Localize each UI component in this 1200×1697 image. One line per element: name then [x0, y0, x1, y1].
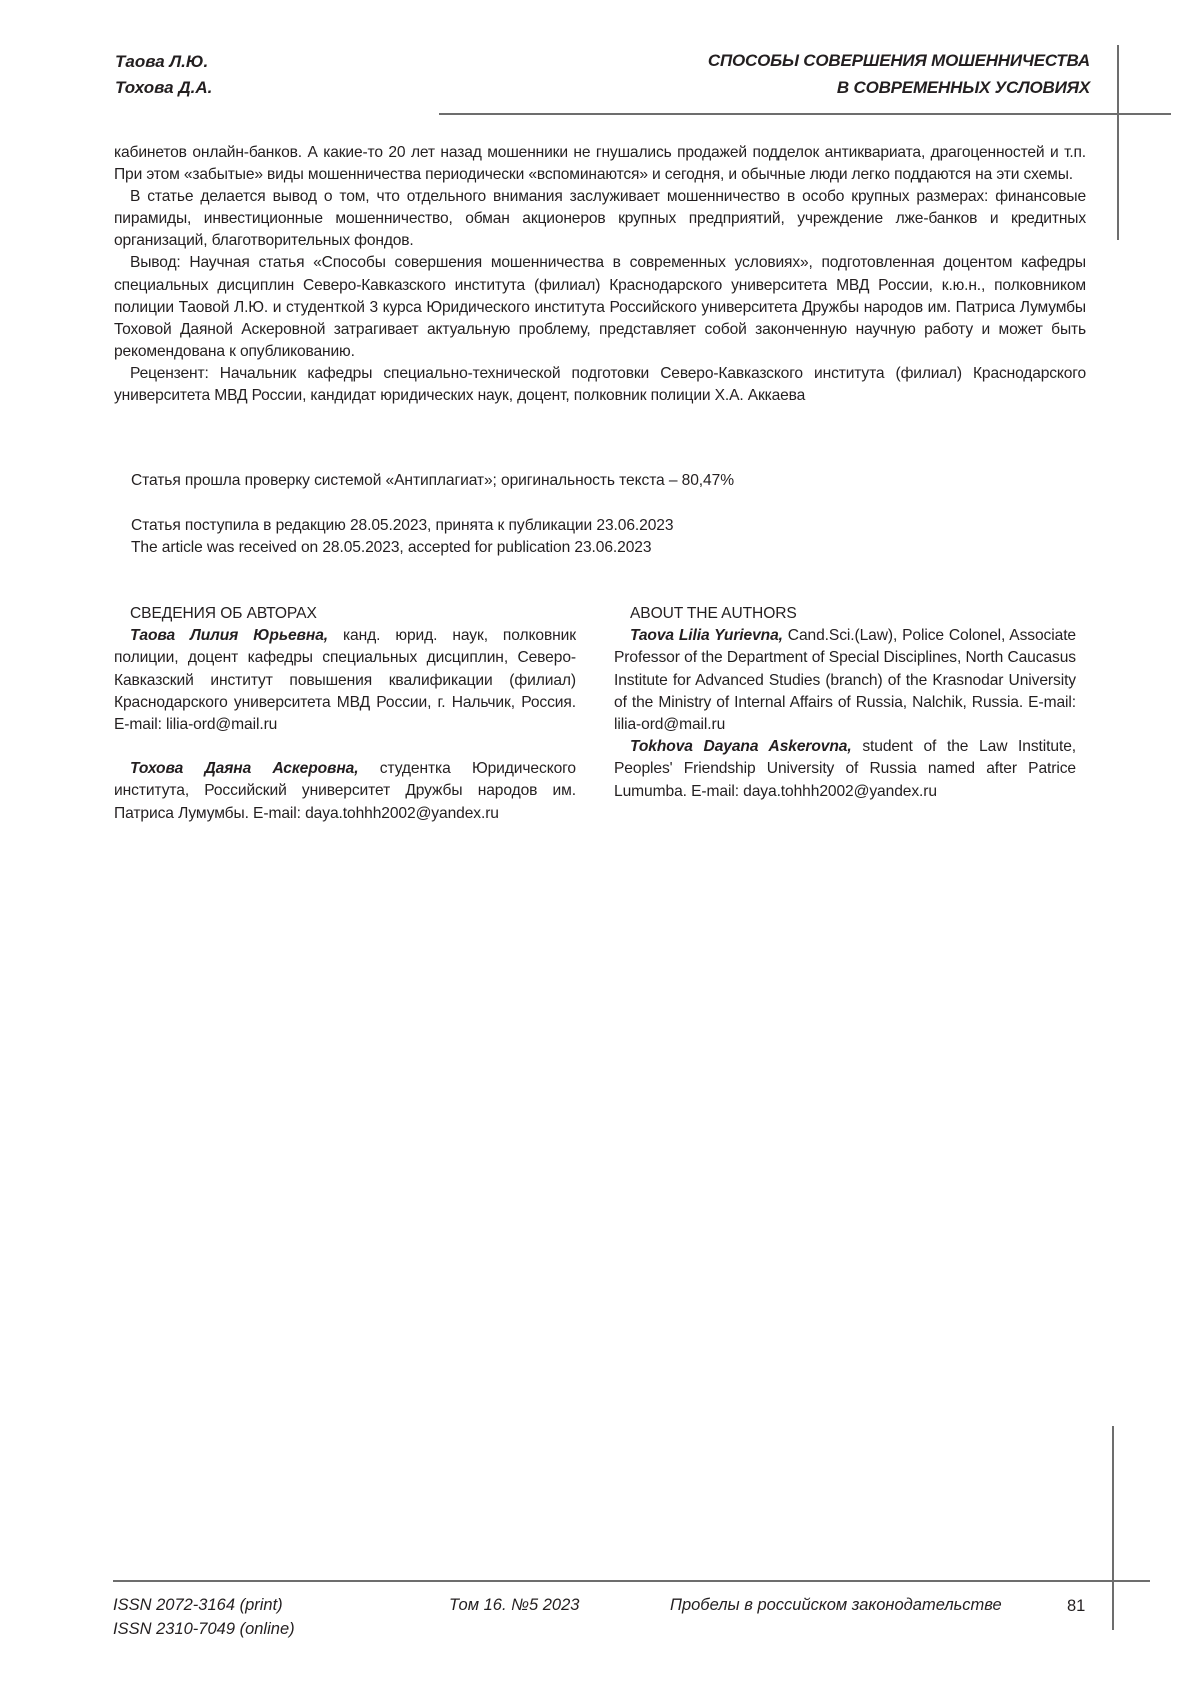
header-title-line: В СОВРЕМЕННЫХ УСЛОВИЯХ	[836, 78, 1090, 97]
header-author: Тохова Д.А.	[115, 78, 213, 97]
antiplagiat-note: Статья прошла проверку системой «Антиплагиат»; оригинальность текста – 80,47%	[131, 472, 734, 489]
author-name: Тохова Даяна Аскеровна,	[130, 760, 359, 778]
author-name: Tokhova Dayana Askerovna,	[630, 738, 852, 756]
issn-block	[113, 1593, 295, 1641]
article-body	[114, 142, 1086, 407]
conclusion-paragraph: Вывод: Научная статья «Способы совершения мошенничества в современных условиях», подготовленная доцентом кафедры специальных дисциплин Северо-Кавказского института (филиал) Краснодарского университета МВД России, к.ю.н., полковником полиции Таовой Л.Ю. и студенткой 3 курса Юридического института Российского университета Дружбы народов им. Патриса Лумумбы Тоховой Даяной Аскеровной затрагивает актуальную проблему, представляет собой законченную научную работу и может быть рекомендована к опубликованию.	[114, 254, 1086, 360]
journal-title: Пробелы в российском законодательстве	[670, 1596, 1002, 1614]
issn-online: ISSN 2310-7049 (online)	[113, 1620, 295, 1638]
authors-en-section	[614, 603, 1076, 803]
header-author: Таова Л.Ю.	[115, 52, 209, 71]
page-number: 81	[1067, 1597, 1086, 1615]
body-paragraph: В статье делается вывод о том, что отдельного внимания заслуживает мошенничество в особо крупных размерах: финансовые пирамиды, инвестиционные мошенничество, обман акционеров крупных предприятий, учреждение лже-банков и кредитных организаций, благотворительных фондов.	[114, 188, 1086, 250]
author-name: Таова Лилия Юрьевна,	[130, 627, 328, 645]
running-header-authors	[115, 49, 212, 101]
issn-print: ISSN 2072-3164 (print)	[113, 1596, 283, 1614]
footer-crop-mark	[1112, 1426, 1114, 1630]
header-title-line: СПОСОБЫ СОВЕРШЕНИЯ МОШЕННИЧЕСТВА	[707, 51, 1090, 70]
body-paragraph: кабинетов онлайн-банков. А какие-то 20 лет назад мошенники не гнушались продажей подделок антиквариата, драгоценностей и т.п. При этом «забытые» виды мошенничества периодически «вспоминаются» и сегодня, и обычные люди легко поддаются на эти схемы.	[114, 144, 1086, 184]
author-details: студентка Юридического института, Российский университет Дружбы народов им. Патриса Лумумбы. E-mail: daya.tohhh2002@yandex.ru	[114, 760, 576, 822]
authors-ru-section	[114, 603, 576, 825]
author-details: канд. юрид. наук, полковник полиции, доцент кафедры специальных дисциплин, Северо-Кавказский институт повышения квалификации (филиал) Краснодарского университета МВД России, г. Нальчик, Россия. E-mail: lilia-ord@mail.ru	[114, 627, 577, 734]
author-name: Taova Lilia Yurievna,	[630, 627, 783, 645]
authors-ru-heading: СВЕДЕНИЯ ОБ АВТОРАХ	[130, 605, 317, 622]
received-date-ru: Статья поступила в редакцию 28.05.2023, принята к публикации 23.06.2023	[131, 517, 674, 534]
author-entry	[114, 758, 576, 825]
footer-rule	[113, 1580, 1150, 1582]
author-details: Cand.Sci.(Law), Police Colonel, Associate Professor of the Department of Special Disciplines, North Caucasus Institute for Advanced Studies (branch) of the Krasnodar University of the Ministry of Internal Affairs of Russia, Nalchik, Russia. E-mail: lilia-ord@mail.ru	[614, 627, 1077, 734]
author-details: student of the Law Institute, Peoples' Friendship University of Russia named after Patrice Lumumba. E-mail: daya.tohhh2002@yandex.ru	[614, 738, 1077, 800]
volume-issue: Том 16. №5 2023	[449, 1596, 580, 1614]
authors-en-heading: ABOUT THE AUTHORS	[630, 605, 797, 622]
header-rule	[439, 113, 1171, 115]
received-date-en: The article was received on 28.05.2023, accepted for publication 23.06.2023	[131, 539, 652, 556]
running-header-title	[708, 47, 1090, 101]
author-entry	[614, 625, 1076, 736]
reviewer-paragraph: Рецензент: Начальник кафедры специально-технической подготовки Северо-Кавказского института (филиал) Краснодарского университета МВД России, кандидат юридических наук, доцент, полковник полиции Х.А. Аккаева	[114, 364, 1086, 405]
header-crop-mark	[1117, 45, 1119, 240]
author-entry	[114, 625, 576, 736]
author-entry	[614, 736, 1076, 803]
